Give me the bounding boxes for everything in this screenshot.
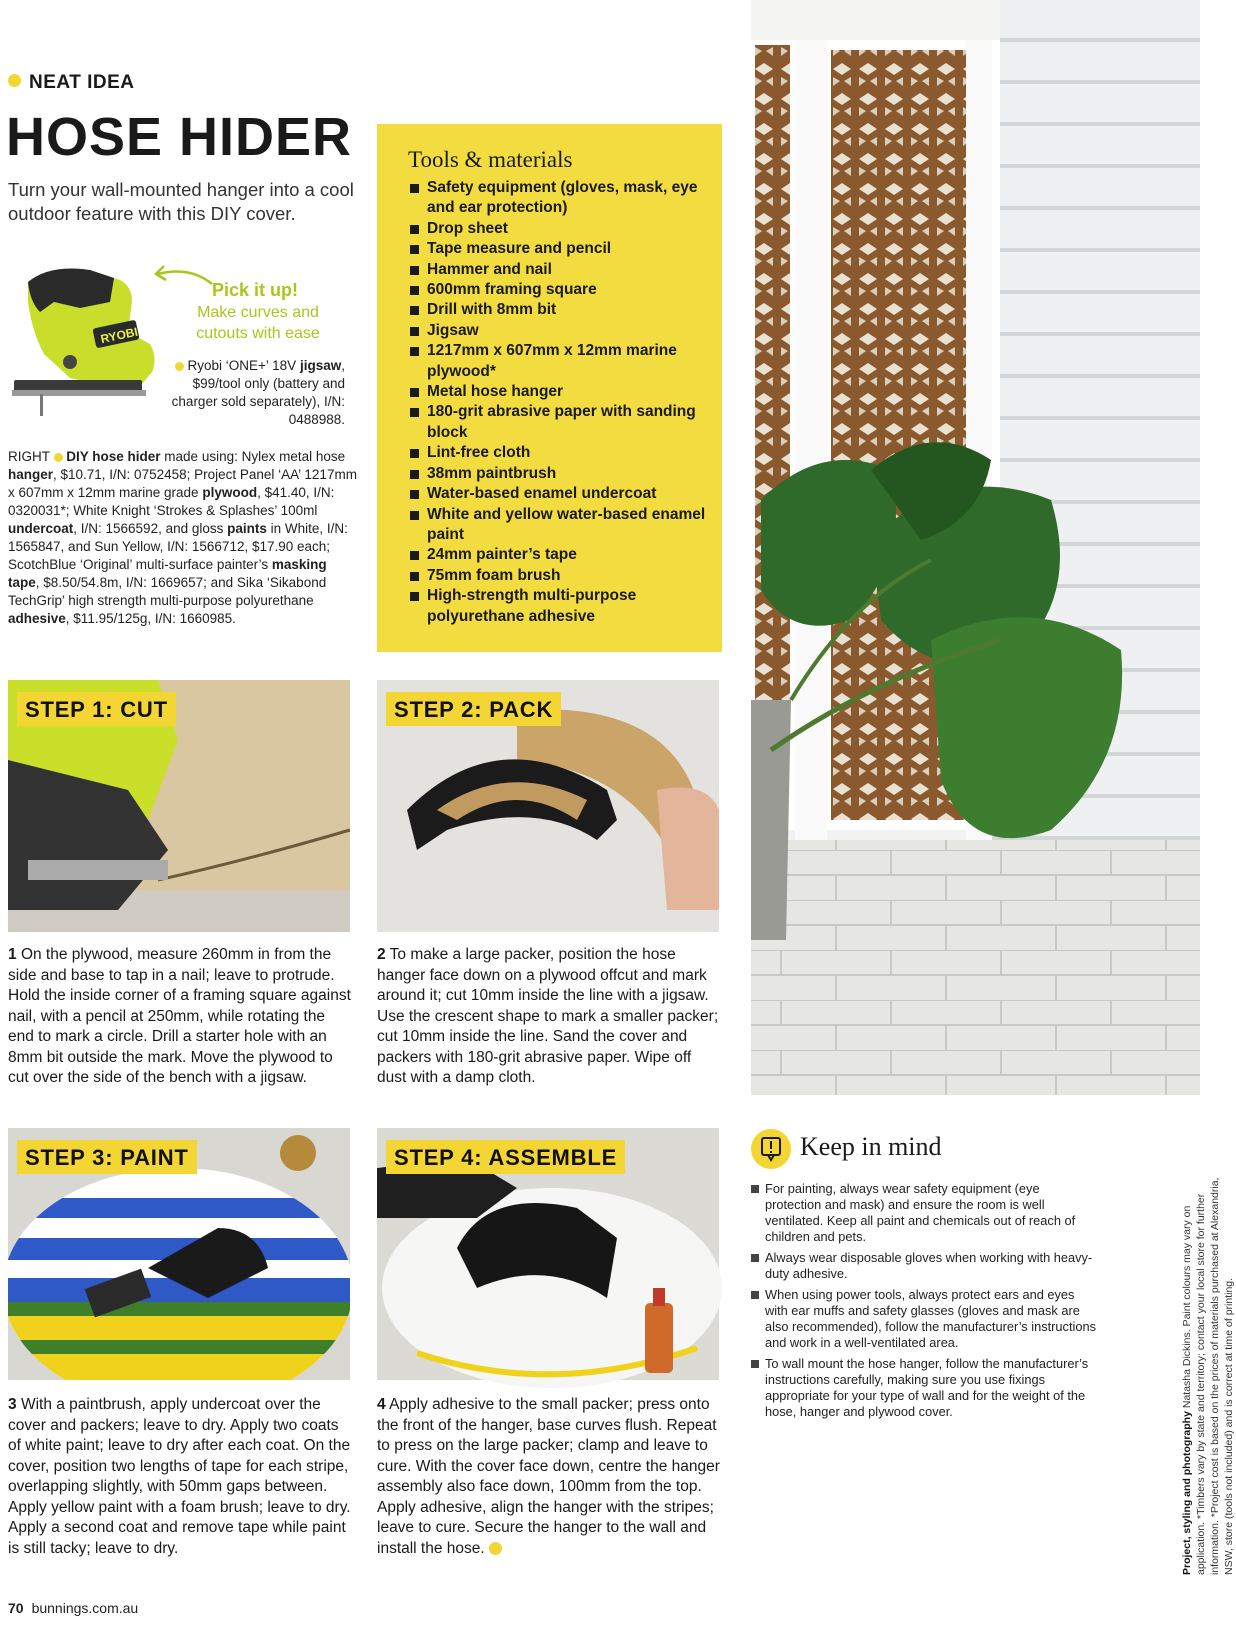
site-link[interactable]: bunnings.com.au [31, 1600, 139, 1616]
step-1-photo [8, 680, 350, 932]
caption-segment: paints [227, 521, 267, 536]
yellow-dot-icon [8, 74, 21, 87]
caption-segment: , $8.50/54.8m, I/N: 1669657; and Sika ‘Sikabond TechGrip’ high strength multi-purpose polyurethane [8, 575, 327, 608]
hose-hider-photo [751, 0, 1200, 1095]
step-1-label: STEP 1: CUT [17, 692, 176, 726]
step-2-text: 2 To make a large packer, position the hose hanger face down on a plywood offcut and mark around it; cut 10mm inside the line with a jigsaw. Use the crescent shape to mark a smaller packer; cut 10mm inside the line. Sand the cover and packers with 180-grit abrasive paper. Wipe off dust with a damp cloth. [377, 946, 719, 1086]
yellow-dot-icon [54, 453, 63, 462]
yellow-dot-icon [175, 362, 184, 371]
caption-segment: , $41.40, I/N: 0320031*; White Knight ‘Strokes & Splashes’ 100ml [8, 485, 335, 518]
pick-it-up-title: Pick it up! [212, 280, 299, 300]
tools-list-item: Hammer and nail [410, 260, 715, 280]
note-icon [751, 1129, 791, 1169]
tools-materials-box [377, 124, 722, 652]
caption-segment: adhesive [8, 611, 66, 626]
tools-list-item: Lint-free cloth [410, 443, 715, 463]
step-3-text: 3 With a paintbrush, apply undercoat over the cover and packers; leave to dry. Apply two coats of white paint; leave to dry after each coat. On the cover, position two lengths of tape for each stripe, overlapping slightly, with 50mm gaps between. Apply yellow paint with a foam brush; leave to dry. Apply a second coat and remove tape while paint is still tacky; leave to dry. [8, 1396, 351, 1557]
step-4-photo [377, 1128, 719, 1380]
tools-list-item: Water-based enamel undercoat [410, 484, 715, 504]
step-4-text: 4 Apply adhesive to the small packer; press onto the front of the hanger, base curves flush. Repeat to press on the large packer; clamp and leave to cure. With the cover face down, centre the hanger assembly also face down, 100mm from the top. Apply adhesive, align the hanger with the stripes; leave to cure. Secure the hanger to the wall and install the hose. [377, 1396, 720, 1557]
tools-list-item: Metal hose hanger [410, 382, 715, 402]
tools-list-item: 38mm paintbrush [410, 464, 715, 484]
end-dot-icon [489, 1542, 502, 1555]
page-footer [8, 1600, 138, 1616]
section-kicker: NEAT IDEA [8, 72, 134, 94]
brand-badge: RYOBI [99, 324, 139, 347]
product-caption: Ryobi ‘ONE+’ 18V jigsaw, $99/tool only (battery and charger sold separately), I/N: 0488988. [171, 358, 345, 427]
page-number: 70 [8, 1600, 24, 1616]
tools-list-item: Tape measure and pencil [410, 239, 715, 259]
caption-segment: undercoat [8, 521, 74, 536]
caption-segment: RIGHT [8, 449, 54, 464]
pick-it-up-subtitle: Make curves and cutouts with ease [196, 304, 320, 342]
step-2-label: STEP 2: PACK [386, 692, 561, 726]
caption-segment: , $10.71, I/N: 0752458; Project Panel ‘AA’ 1217mm x 607mm x 12mm marine grade [8, 467, 357, 500]
tools-list-item: Jigsaw [410, 321, 715, 341]
curved-arrow-icon [150, 262, 220, 292]
caption-segment: in White, I/N: 1565847, and Sun Yellow, I/N: 1566712, $17.90 each; ScotchBlue ‘Original’ multi-surface painter’s [8, 521, 348, 572]
tools-list-item: Drop sheet [410, 219, 715, 239]
tools-list-item: 600mm framing square [410, 280, 715, 300]
keep-in-mind-title: Keep in mind [800, 1132, 942, 1161]
step-1-text: 1 On the plywood, measure 260mm in from the side and base to tap in a nail; leave to protrude. Hold the inside corner of a framing square against nail, with a pencil at 250mm, while rotating the end to mark a circle. Drill a starter hole with an 8mm bit outside the mark. Move the plywood to cut over the side of the bench with a jigsaw. [8, 946, 351, 1086]
caption-segment: plywood [202, 485, 258, 500]
keep-in-mind-list [751, 1181, 1096, 1425]
page-title: HOSE HIDER [6, 107, 353, 167]
caption-segment: hanger [8, 467, 54, 482]
caption-segment: , $11.95/125g, I/N: 1660985. [65, 611, 236, 626]
caption-segment: , I/N: 1566592, and gloss [73, 521, 228, 536]
step-4-label: STEP 4: ASSEMBLE [386, 1140, 625, 1174]
tools-list-item: 180-grit abrasive paper with sanding block [410, 402, 715, 443]
tools-title: Tools & materials [408, 147, 573, 172]
caption-segment: DIY hose hider [62, 449, 161, 464]
keep-list-item: To wall mount the hose hanger, follow the manufacturer’s instructions carefully, making sure you use fixings appropriate for your type of wall and for the weight of the hose, hanger and plywood cover. [751, 1356, 1096, 1420]
tools-list-item: White and yellow water-based enamel paint [410, 505, 715, 546]
keep-list-item: When using power tools, always protect ears and eyes with ear muffs and safety glasses (gloves and mask are also recommended), follow the manufacturer’s instructions and work in a well-ventilated area. [751, 1287, 1096, 1351]
tools-list [410, 178, 715, 627]
tools-list-item: High-strength multi-purpose polyurethane adhesive [410, 586, 715, 627]
keep-list-item: For painting, always wear safety equipment (eye protection and mask) and ensure the room is well ventilated. Keep all paint and chemicals out of reach of children and pets. [751, 1181, 1096, 1245]
keep-list-item: Always wear disposable gloves when working with heavy-duty adhesive. [751, 1250, 1096, 1282]
step-3-label: STEP 3: PAINT [17, 1140, 197, 1174]
step-2-photo [377, 680, 719, 932]
tools-list-item: Drill with 8mm bit [410, 300, 715, 320]
caption-segment: made using: Nylex metal hose [160, 449, 346, 464]
intro-text: Turn your wall-mounted hanger into a cool outdoor feature with this DIY cover. [8, 179, 354, 224]
tools-list-item: 24mm painter’s tape [410, 545, 715, 565]
tools-list-item: Safety equipment (gloves, mask, eye and ear protection) [410, 178, 715, 219]
tools-list-item: 75mm foam brush [410, 566, 715, 586]
step-3-photo [8, 1128, 350, 1380]
photo-caption [8, 448, 358, 628]
tools-list-item: 1217mm x 607mm x 12mm marine plywood* [410, 341, 715, 382]
credits: Project, styling and photography Natasha Dickins. Paint colours may vary on application. *Timbers vary by state and territory; contact your local store for further information. *Project cost is based on the prices of materials purchased at Alexandria, NSW, store (tools not included) and is correct at time of printing. [1181, 1177, 1235, 1575]
jigsaw-image [10, 262, 160, 422]
caption-segment: masking tape [8, 557, 327, 590]
